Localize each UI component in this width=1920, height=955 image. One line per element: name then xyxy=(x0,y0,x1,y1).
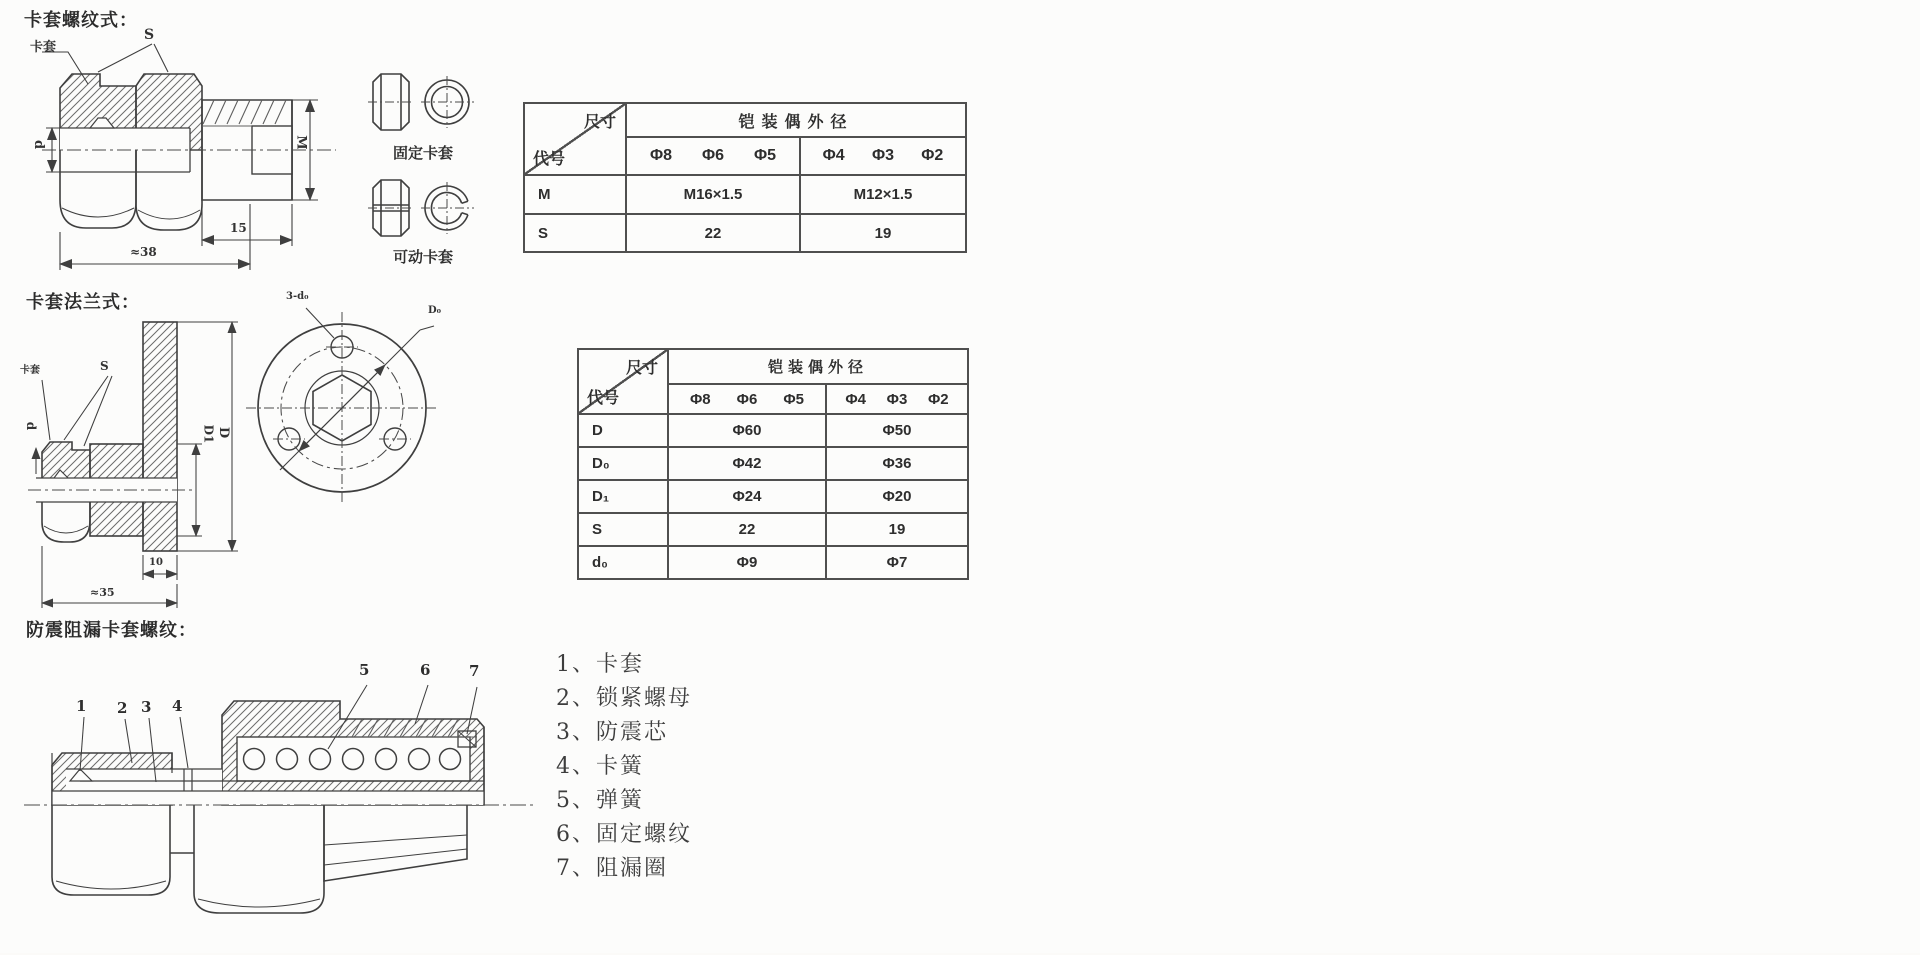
legend-item-4: 4、卡簧 xyxy=(556,754,644,779)
flange-fitting-drawing xyxy=(20,316,243,616)
flange-spec-table xyxy=(577,348,969,580)
cell-value: M12×1.5 xyxy=(801,176,965,213)
label-hub-d1: D1 xyxy=(201,424,216,444)
col-phi4: Φ4 xyxy=(822,147,845,164)
cell-value: M16×1.5 xyxy=(627,176,799,213)
col-phi5: Φ5 xyxy=(753,147,777,164)
cell-value: Φ60 xyxy=(669,415,825,446)
row-label: D₁ xyxy=(579,481,667,512)
row-label: d₀ xyxy=(579,547,667,578)
group-header: 铠装偶外径 xyxy=(627,104,965,136)
callout-7: 7 xyxy=(469,662,480,680)
col-phi5: Φ5 xyxy=(783,390,804,408)
diameter-group-2 xyxy=(827,385,967,413)
callout-4: 4 xyxy=(172,697,183,715)
label-ferrule: 卡套 xyxy=(30,39,57,54)
movable-ferrule-label: 可动卡套 xyxy=(392,249,453,266)
label-bolt-circle-d0: D₀ xyxy=(428,305,442,316)
dim-flange-thickness: 10 xyxy=(149,557,163,568)
cell-value: Φ24 xyxy=(669,481,825,512)
col-phi2: Φ2 xyxy=(921,147,944,164)
diameter-group-1 xyxy=(627,138,799,174)
movable-ferrule-icon xyxy=(371,176,475,240)
col-phi8: Φ8 xyxy=(690,390,711,408)
callout-5: 5 xyxy=(359,661,370,679)
flange-fitting-svg xyxy=(28,316,243,616)
dim-overall-length: ≈35 xyxy=(90,586,115,599)
row-label: S xyxy=(579,514,667,545)
fixed-ferrule-label: 固定卡套 xyxy=(392,145,453,162)
col-phi2: Φ2 xyxy=(927,390,949,408)
legend-item-6: 6、固定螺纹 xyxy=(556,822,692,847)
label-wrench-size-s: S xyxy=(144,27,155,43)
legend-item-7: 7、阻漏圈 xyxy=(556,856,668,881)
cell-value: Φ20 xyxy=(827,481,967,512)
table-corner-cell xyxy=(525,104,625,174)
threaded-fitting-svg xyxy=(40,28,340,278)
cell-value: 22 xyxy=(627,215,799,251)
antivib-fitting-drawing xyxy=(22,645,547,955)
row-label: D xyxy=(579,415,667,446)
dim-thread-length: 15 xyxy=(230,221,247,235)
cell-value: Φ7 xyxy=(827,547,967,578)
callout-2: 2 xyxy=(117,699,128,717)
corner-code-label: 代号 xyxy=(533,151,566,168)
antivib-fitting-svg xyxy=(22,645,547,955)
legend-item-2: 2、锁紧螺母 xyxy=(556,686,692,711)
threaded-spec-table xyxy=(523,102,967,253)
col-phi3: Φ3 xyxy=(886,390,908,408)
diameter-group-2 xyxy=(801,138,965,174)
section-title-antivib: 防震阻漏卡套螺纹： xyxy=(26,620,197,640)
callout-6: 6 xyxy=(420,661,431,679)
section-title-flange: 卡套法兰式： xyxy=(26,292,140,312)
row-label: M xyxy=(525,176,625,213)
callout-3: 3 xyxy=(141,698,152,716)
label-flange-D: D xyxy=(216,426,232,439)
label-wrench-size-s: S xyxy=(100,359,109,373)
cell-value: 19 xyxy=(801,215,965,251)
fixed-ferrule-icon xyxy=(371,70,475,134)
cell-value: 19 xyxy=(827,514,967,545)
col-phi6: Φ6 xyxy=(701,147,725,164)
cell-value: Φ50 xyxy=(827,415,967,446)
cell-value: Φ36 xyxy=(827,448,967,479)
cell-value: Φ9 xyxy=(669,547,825,578)
col-phi6: Φ6 xyxy=(736,390,758,408)
label-ferrule: 卡套 xyxy=(20,365,40,376)
label-bore-d: d xyxy=(24,421,39,431)
label-thread-m: M xyxy=(293,135,309,150)
group-header: 铠装偶外径 xyxy=(669,350,967,383)
threaded-fitting-drawing xyxy=(30,27,340,278)
section-title-threaded: 卡套螺纹式： xyxy=(24,10,138,30)
col-phi3: Φ3 xyxy=(871,147,894,164)
cell-value: 22 xyxy=(669,514,825,545)
callout-1: 1 xyxy=(76,697,87,715)
corner-size-label: 尺寸 xyxy=(583,114,616,131)
row-label: D₀ xyxy=(579,448,667,479)
legend-item-1: 1、卡套 xyxy=(556,652,644,677)
table-corner-cell xyxy=(579,350,667,413)
flange-front-view-drawing xyxy=(242,291,457,506)
row-label: S xyxy=(525,215,625,251)
parts-legend xyxy=(556,648,692,886)
col-phi8: Φ8 xyxy=(649,147,673,164)
corner-code-label: 代号 xyxy=(587,390,620,407)
legend-item-5: 5、弹簧 xyxy=(556,788,644,813)
cell-value: Φ42 xyxy=(669,448,825,479)
dim-overall-length: ≈38 xyxy=(130,245,157,259)
diameter-group-1 xyxy=(669,385,825,413)
legend-item-3: 3、防震芯 xyxy=(556,720,668,745)
label-bolt-holes: 3-d₀ xyxy=(286,291,309,302)
corner-size-label: 尺寸 xyxy=(625,360,658,377)
label-bore-d: d xyxy=(31,139,47,150)
flange-front-view-svg xyxy=(242,296,457,506)
col-phi4: Φ4 xyxy=(845,390,866,408)
